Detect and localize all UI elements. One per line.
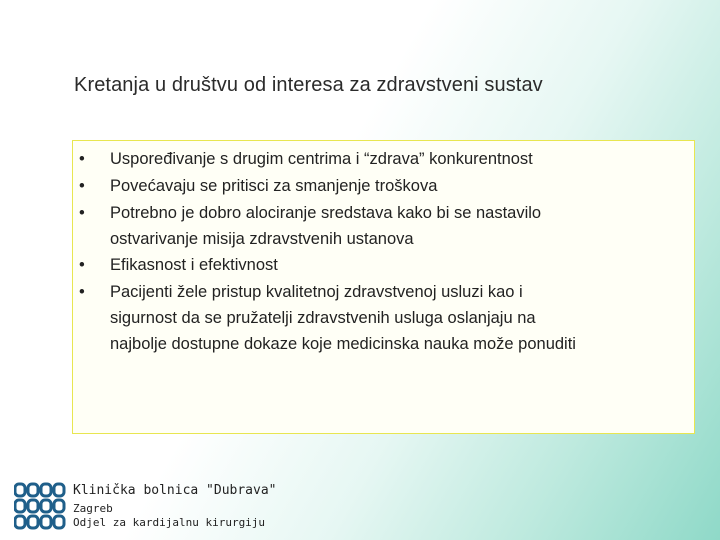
bullet-text: Potrebno je dobro alociranje sredstava kako bi se nastavilo	[110, 204, 542, 222]
content-box	[72, 140, 695, 434]
bullet-list	[79, 146, 691, 357]
bullet-text-continued: sigurnost da se pružatelji zdravstvenih usluga oslanjaju na	[110, 309, 536, 327]
hospital-city: Zagreb	[73, 502, 113, 515]
bullet-dot: •	[79, 150, 85, 168]
bullet-text: Povećavaju se pritisci za smanjenje troškova	[110, 177, 438, 195]
bullet-item	[79, 279, 691, 357]
bullet-dot: •	[79, 256, 85, 274]
hospital-logo-icon	[14, 482, 66, 530]
bullet-text: Pacijenti žele pristup kvalitetnoj zdravstvenoj usluzi kao i	[110, 283, 523, 301]
bullet-text: Uspoređivanje s drugim centrima i “zdrava” konkurentnost	[110, 150, 533, 168]
bullet-dot: •	[79, 283, 85, 301]
bullet-dot: •	[79, 204, 85, 222]
bullet-item	[79, 146, 691, 173]
bullet-text: Efikasnost i efektivnost	[110, 256, 278, 274]
bullet-item	[79, 252, 691, 279]
bullet-text-continued: ostvarivanje misija zdravstvenih ustanova	[110, 230, 414, 248]
bullet-dot: •	[79, 177, 85, 195]
hospital-department: Odjel za kardijalnu kirurgiju	[73, 516, 266, 529]
bullet-item	[79, 200, 691, 252]
bullet-item	[79, 173, 691, 200]
bullet-text-continued: najbolje dostupne dokaze koje medicinska nauka može ponuditi	[110, 335, 576, 353]
hospital-name: Klinička bolnica "Dubrava"	[73, 483, 277, 498]
slide-title: Kretanja u društvu od interesa za zdravstveni sustav	[74, 74, 543, 96]
footer-organization	[73, 482, 277, 530]
